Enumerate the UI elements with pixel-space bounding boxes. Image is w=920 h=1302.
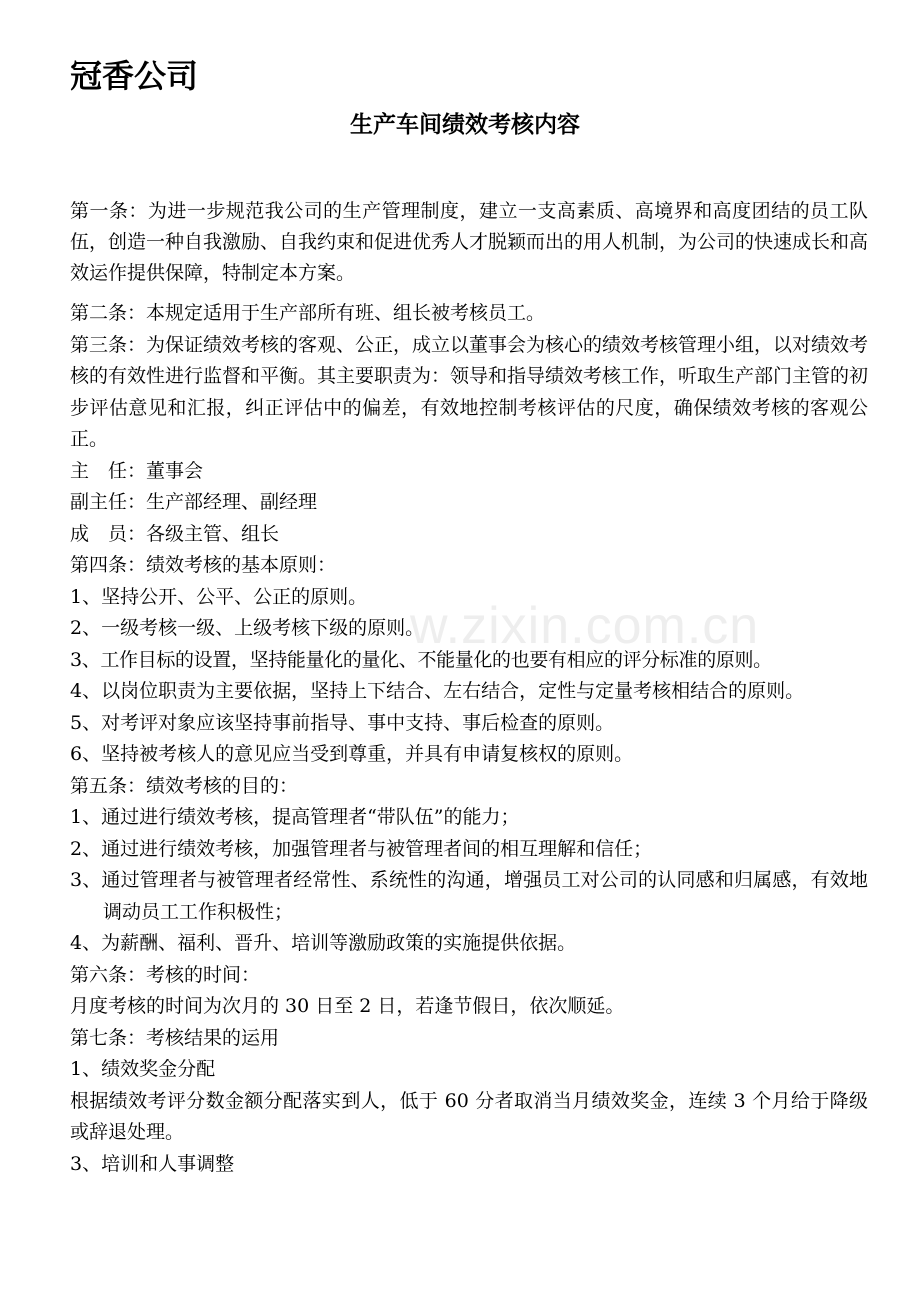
purpose-item-2: 2、通过进行绩效考核，加强管理者与被管理者间的相互理解和信任； <box>70 837 653 860</box>
article-3-paragraph: 第三条：为保证绩效考核的客观、公正，成立以董事会为核心的绩效考核管理小组，以对绩效考核的有效性进行监督和平衡。其主要职责为：领导和指导绩效考核工作，听取生产部门主管的初步评估意见和汇报，纠正评估中的偏差，有效地控制考核评估的尺度，确保绩效考核的客观公正。 <box>70 333 869 450</box>
company-name: 冠香公司 <box>70 57 199 95</box>
watermark-text: w.zixin.com.cn <box>410 597 760 655</box>
article-5-heading: 第五条：绩效考核的目的： <box>70 774 299 797</box>
article-2-line: 第二条：本规定适用于生产部所有班、组长被考核员工。 <box>70 302 546 324</box>
assessment-time-line: 月度考核的时间为次月的 30 日至 2 日，若逢节假日，依次顺延。 <box>70 995 625 1017</box>
document-body <box>70 298 868 1180</box>
principle-item-6: 6、坚持被考核人的意见应当受到尊重，并具有申请复核权的原则。 <box>70 743 634 765</box>
principle-item-4: 4、以岗位职责为主要依据，坚持上下结合、左右结合，定性与定量考核相结合的原则。 <box>70 680 805 702</box>
purpose-item-4: 4、为薪酬、福利、晋升、培训等激励政策的实施提供依据。 <box>70 932 577 954</box>
committee-vice-chair-line: 副主任：生产部经理、副经理 <box>70 491 318 513</box>
principle-item-1: 1、坚持公开、公平、公正的原则。 <box>70 585 368 608</box>
article-6-heading: 第六条：考核的时间： <box>70 963 261 986</box>
bonus-paragraph: 根据绩效考评分数金额分配落实到人，低于 60 分者取消当月绩效奖金，连续 3 个月给于降级或辞退处理。 <box>70 1089 868 1143</box>
purpose-item-3: 3、通过管理者与被管理者经常性、系统性的沟通，增强员工对公司的认同感和归属感，有效地调动员工工作积极性； <box>70 869 868 923</box>
training-heading: 3、培训和人事调整 <box>70 1152 235 1175</box>
purpose-item-1: 1、通过进行绩效考核，提高管理者“带队伍”的能力； <box>70 806 520 828</box>
principle-item-2: 2、一级考核一级、上级考核下级的原则。 <box>70 617 425 639</box>
article-1-paragraph: 第一条：为进一步规范我公司的生产管理制度，建立一支高素质、高境界和高度团结的员工队伍，创造一种自我激励、自我约束和促进优秀人才脱颖而出的用人机制，为公司的快速成长和高效运作提供保障，特制定本方案。 <box>70 200 869 284</box>
principle-item-3: 3、工作目标的设置，坚持能量化的量化、不能量化的也要有相应的评分标准的原则。 <box>70 648 772 671</box>
article-4-heading: 第四条：绩效考核的基本原则： <box>70 554 337 576</box>
committee-chair-line: 主 任：董事会 <box>70 459 204 482</box>
principle-item-5: 5、对考评对象应该坚持事前指导、事中支持、事后检查的原则。 <box>70 711 615 734</box>
article-7-heading: 第七条：考核结果的运用 <box>70 1026 280 1049</box>
committee-members-line: 成 员：各级主管、组长 <box>70 522 280 545</box>
bonus-heading: 1、绩效奖金分配 <box>70 1058 216 1080</box>
document-title: 生产车间绩效考核内容 <box>350 112 580 138</box>
